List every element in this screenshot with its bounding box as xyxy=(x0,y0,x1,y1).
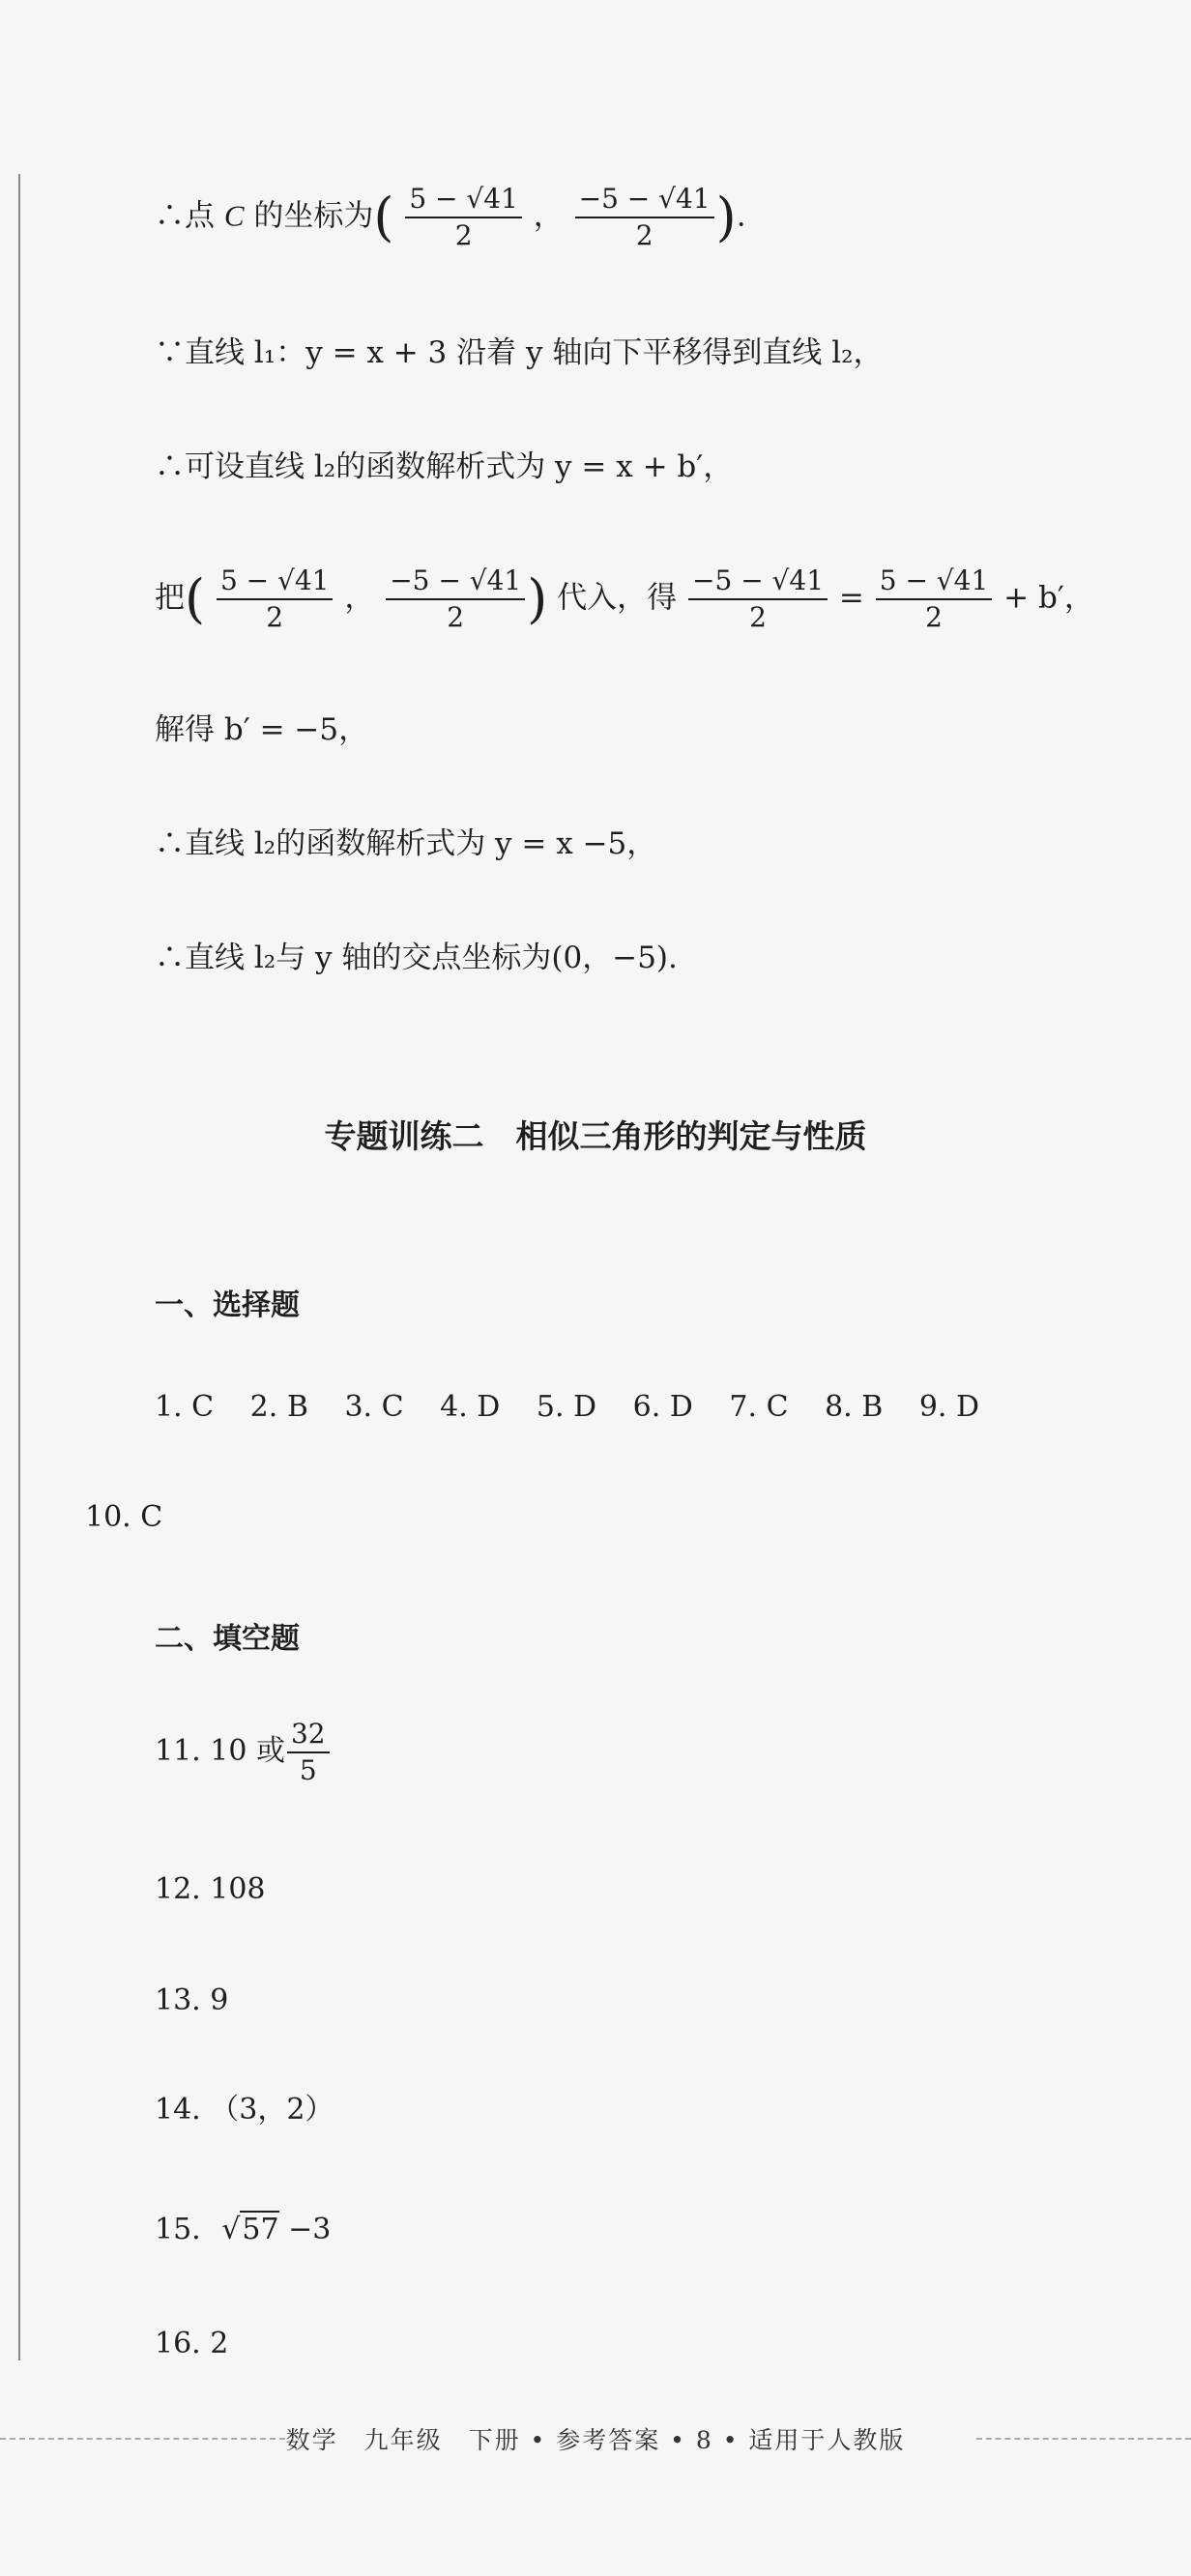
answer: 4. D xyxy=(440,1390,501,1424)
numerator: −5 − √41 xyxy=(386,565,525,600)
choice-answers xyxy=(155,1390,979,1424)
point-c: C xyxy=(223,198,245,233)
numerator: 5 − √41 xyxy=(217,565,334,600)
right-paren: ) xyxy=(715,187,737,248)
left-paren: ( xyxy=(185,568,206,630)
page-footer: 数学 九年级 下册 • 参考答案 • 8 • 适用于人教版 xyxy=(285,2426,906,2454)
text: 11. 10 或 xyxy=(155,1734,285,1769)
margin-line xyxy=(18,174,20,2360)
text: . xyxy=(736,198,746,234)
answer: 6. D xyxy=(632,1390,693,1424)
text: ∴点 xyxy=(155,198,215,234)
equals: = xyxy=(838,580,864,616)
answer: 8. B xyxy=(825,1390,884,1424)
answer-12: 12. 108 xyxy=(155,1872,266,1906)
numerator: 32 xyxy=(287,1719,330,1753)
answer: 5. D xyxy=(536,1390,597,1424)
answer-13: 13. 9 xyxy=(155,1983,229,2017)
numerator: 5 − √41 xyxy=(405,184,522,218)
fraction xyxy=(876,565,993,633)
text: 15. xyxy=(155,2213,201,2246)
answer: 9. D xyxy=(918,1390,980,1424)
denominator: 2 xyxy=(447,601,465,634)
solution-line-4 xyxy=(155,565,1094,633)
numerator: −5 − √41 xyxy=(575,184,714,218)
separator: ， xyxy=(344,580,375,616)
radicand: 57 xyxy=(242,2213,279,2246)
section-title: 专题训练二 相似三角形的判定与性质 xyxy=(324,1117,867,1155)
fraction xyxy=(217,565,334,633)
answer: 2. B xyxy=(249,1390,308,1424)
section-fill-heading: 二、填空题 xyxy=(155,1622,300,1656)
answer: 7. C xyxy=(729,1390,789,1424)
text: + b′， xyxy=(1003,580,1094,616)
separator: ， xyxy=(533,198,564,234)
left-paren: ( xyxy=(373,187,394,248)
solution-line-6: ∴直线 l₂的函数解析式为 y = x −5， xyxy=(155,826,657,861)
answer-11 xyxy=(155,1719,332,1786)
sqrt-sign: √ xyxy=(221,2213,241,2246)
denominator: 2 xyxy=(635,219,654,252)
fraction xyxy=(575,184,714,251)
text: 代入，得 xyxy=(557,580,678,616)
numerator: 5 − √41 xyxy=(876,565,993,600)
denominator: 2 xyxy=(749,601,767,634)
answer: 3. C xyxy=(344,1390,404,1424)
denominator: 5 xyxy=(299,1754,317,1787)
solution-line-5: 解得 b′ = −5， xyxy=(155,712,369,747)
answer-10: 10. C xyxy=(85,1500,163,1534)
right-paren: ) xyxy=(527,568,548,630)
fraction xyxy=(688,565,828,633)
text: −3 xyxy=(288,2213,332,2246)
solution-line-3: ∴可设直线 l₂的函数解析式为 y = x + b′， xyxy=(155,449,734,484)
solution-line-7: ∴直线 l₂与 y 轴的交点坐标为(0，−5). xyxy=(155,941,678,975)
denominator: 2 xyxy=(454,219,473,252)
answer-14: 14. （3，2） xyxy=(155,2093,334,2127)
denominator: 2 xyxy=(266,601,284,634)
section-choice-heading: 一、选择题 xyxy=(155,1288,300,1322)
fraction xyxy=(386,565,525,633)
fraction xyxy=(405,184,522,251)
fraction xyxy=(287,1719,330,1786)
answer-16: 16. 2 xyxy=(155,2327,229,2360)
answer: 1. C xyxy=(155,1390,215,1424)
text: 把 xyxy=(155,580,185,616)
solution-line-1 xyxy=(155,184,746,251)
solution-line-2: ∵直线 l₁：y = x + 3 沿着 y 轴向下平移得到直线 l₂， xyxy=(155,335,884,370)
text: 的坐标为 xyxy=(253,198,374,234)
denominator: 2 xyxy=(925,601,943,634)
numerator: −5 − √41 xyxy=(688,565,828,600)
answer-15 xyxy=(155,2215,331,2244)
